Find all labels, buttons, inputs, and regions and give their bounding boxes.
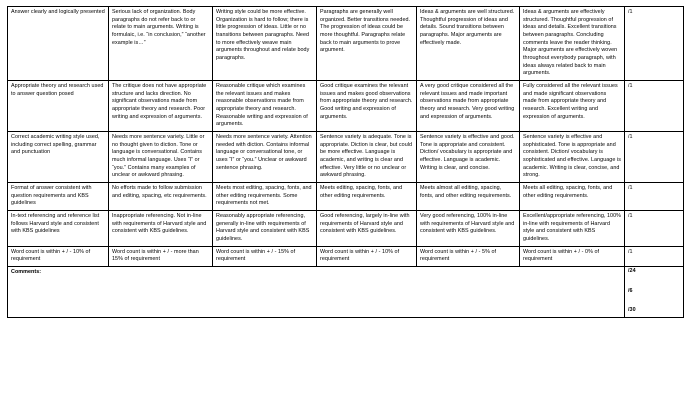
score-cell[interactable]: /1: [625, 211, 684, 247]
level-cell-2: Reasonably appropriate referencing, generally in-line with requirements of Harvard style and consistent with KBS guidelines.: [213, 211, 317, 247]
level-cell-1: The critique does not have appropriate structure and lacks direction. No significant observations made from appropriate theory and research. Poor writing and expression of arguments.: [109, 81, 213, 132]
level-cell-4: Meets almost all editing, spacing, fonts, and other editing requirements.: [417, 183, 520, 211]
level-cell-5: Excellent/appropriate referencing, 100% in-line with requirements of Harvard style and consistent with KBS guidelines.: [520, 211, 625, 247]
level-cell-4: Very good referencing, 100% in-line with requirements of Harvard style and consistent with KBS guidelines.: [417, 211, 520, 247]
level-cell-5: Sentence variety is effective and sophisticated. Tone is appropriate and consistent. Diction/ vocabulary is sophisticated and effective. Language is academic. Writing is clear, concise, and strong.: [520, 132, 625, 183]
criterion-cell: Answer clearly and logically presented: [8, 7, 109, 81]
table-row: [8, 132, 684, 183]
level-cell-2: Word count is within + / - 15% of requirement: [213, 246, 317, 266]
level-cell-5: Meets all editing, spacing, fonts, and other editing requirements.: [520, 183, 625, 211]
total-subscore[interactable]: /24: [628, 268, 636, 275]
score-cell[interactable]: /1: [625, 7, 684, 81]
level-cell-4: A very good critique considered all the relevant issues and made important observations made from appropriate theory and research. Very good writing and expression of arguments.: [417, 81, 520, 132]
level-cell-3: Paragraphs are generally well organized. Better transitions needed. The progression of ideas could be more thoughtful. Paragraphs relate back to main arguments to prove argument.: [317, 7, 417, 81]
table-row: [8, 211, 684, 247]
total-overall[interactable]: /30: [628, 306, 636, 313]
criterion-cell: Appropriate theory and research used to answer question posed: [8, 81, 109, 132]
level-cell-3: Meets editing, spacing, fonts, and other editing requirements.: [317, 183, 417, 211]
level-cell-4: Word count is within + / - 5% of requirement: [417, 246, 520, 266]
level-cell-3: Good critique examines the relevant issues and makes good observations from appropriate theory and research. Good writing and expression of arguments.: [317, 81, 417, 132]
level-cell-1: Word count is within + / - more than 15% of requirement: [109, 246, 213, 266]
comments-cell[interactable]: Comments:: [8, 267, 625, 318]
level-cell-3: Sentence variety is adequate. Tone is appropriate. Diction is clear, but could be more effective. Language is academic, and writing is clear and effective. Very little or no unclear or awkward phrasing.: [317, 132, 417, 183]
level-cell-4: Ideas & arguments are well structured. Thoughtful progression of ideas and details. Sound transitions between paragraphs. Major arguments are effectively made.: [417, 7, 520, 81]
level-cell-1: Serious lack of organization. Body paragraphs do not refer back to or relate to main arguments. Writing is formulaic, i.e. “in conclusion,” “another example is…”: [109, 7, 213, 81]
score-cell[interactable]: /1: [625, 132, 684, 183]
table-row: [8, 246, 684, 266]
level-cell-3: Good referencing, largely in-line with requirements of Harvard style and consistent with KBS guidelines.: [317, 211, 417, 247]
level-cell-5: Word count is within + / - 0% of requirement: [520, 246, 625, 266]
level-cell-3: Word count is within + / - 10% of requirement: [317, 246, 417, 266]
score-cell[interactable]: /1: [625, 183, 684, 211]
score-cell[interactable]: /1: [625, 81, 684, 132]
level-cell-2: Meets most editing, spacing, fonts, and other editing requirements. Some requirements not met.: [213, 183, 317, 211]
level-cell-1: No efforts made to follow submission and editing, spacing, etc requirements.: [109, 183, 213, 211]
level-cell-1: Inappropriate referencing. Not in-line with requirements of Harvard style and consistent with KBS guidelines.: [109, 211, 213, 247]
table-row: [8, 7, 684, 81]
level-cell-1: Needs more sentence variety. Little or no thought given to diction. Tone or language is conversational. Contains much informal language. Uses “I” or “you.” Contains many examples of unclear or awkward phrasing.: [109, 132, 213, 183]
table-row: [8, 183, 684, 211]
level-cell-2: Writing style could be more effective. Organization is hard to follow; there is little progression of ideas. Little or no transitions between paragraphs. Need to more effectively weave main arguments throughout and relate body paragraphs.: [213, 7, 317, 81]
criterion-cell: In-text referencing and reference list follows Harvard style and consistent with KBS guidelines: [8, 211, 109, 247]
total-secondary[interactable]: /6: [628, 287, 633, 294]
level-cell-5: Ideas & arguments are effectively structured. Thoughtful progression of ideas and details. Excellent transitions between paragraphs. Concluding comments leave the reader thinking. Major arguments are effectively woven throughout everybody paragraph, with ideas always related back to main arguments.: [520, 7, 625, 81]
level-cell-2: Reasonable critique which examines the relevant issues and makes reasonable observations made from appropriate theory and research. Reasonable writing and expression of arguments.: [213, 81, 317, 132]
level-cell-2: Needs more sentence variety. Attention needed with diction. Contains informal language or conversational tone, or uses “I” or “you.” Unclear or awkward sentence phrasing.: [213, 132, 317, 183]
comments-row: [8, 267, 684, 318]
level-cell-4: Sentence variety is effective and good. Tone is appropriate and consistent. Diction/ vocabulary is appropriate and effective. Language is academic. Writing is clear, and concise.: [417, 132, 520, 183]
level-cell-5: Fully considered all the relevant issues and made significant observations made from appropriate theory and research. Excellent writing and expression of arguments.: [520, 81, 625, 132]
criterion-cell: Format of answer consistent with question requirements and KBS guidelines: [8, 183, 109, 211]
rubric-table: [7, 6, 684, 318]
criterion-cell: Correct academic writing style used, including correct spelling, grammar and punctuation: [8, 132, 109, 183]
score-cell[interactable]: /1: [625, 246, 684, 266]
criterion-cell: Word count is within + / - 10% of requirement: [8, 246, 109, 266]
table-row: [8, 81, 684, 132]
totals-cell: [625, 267, 684, 318]
